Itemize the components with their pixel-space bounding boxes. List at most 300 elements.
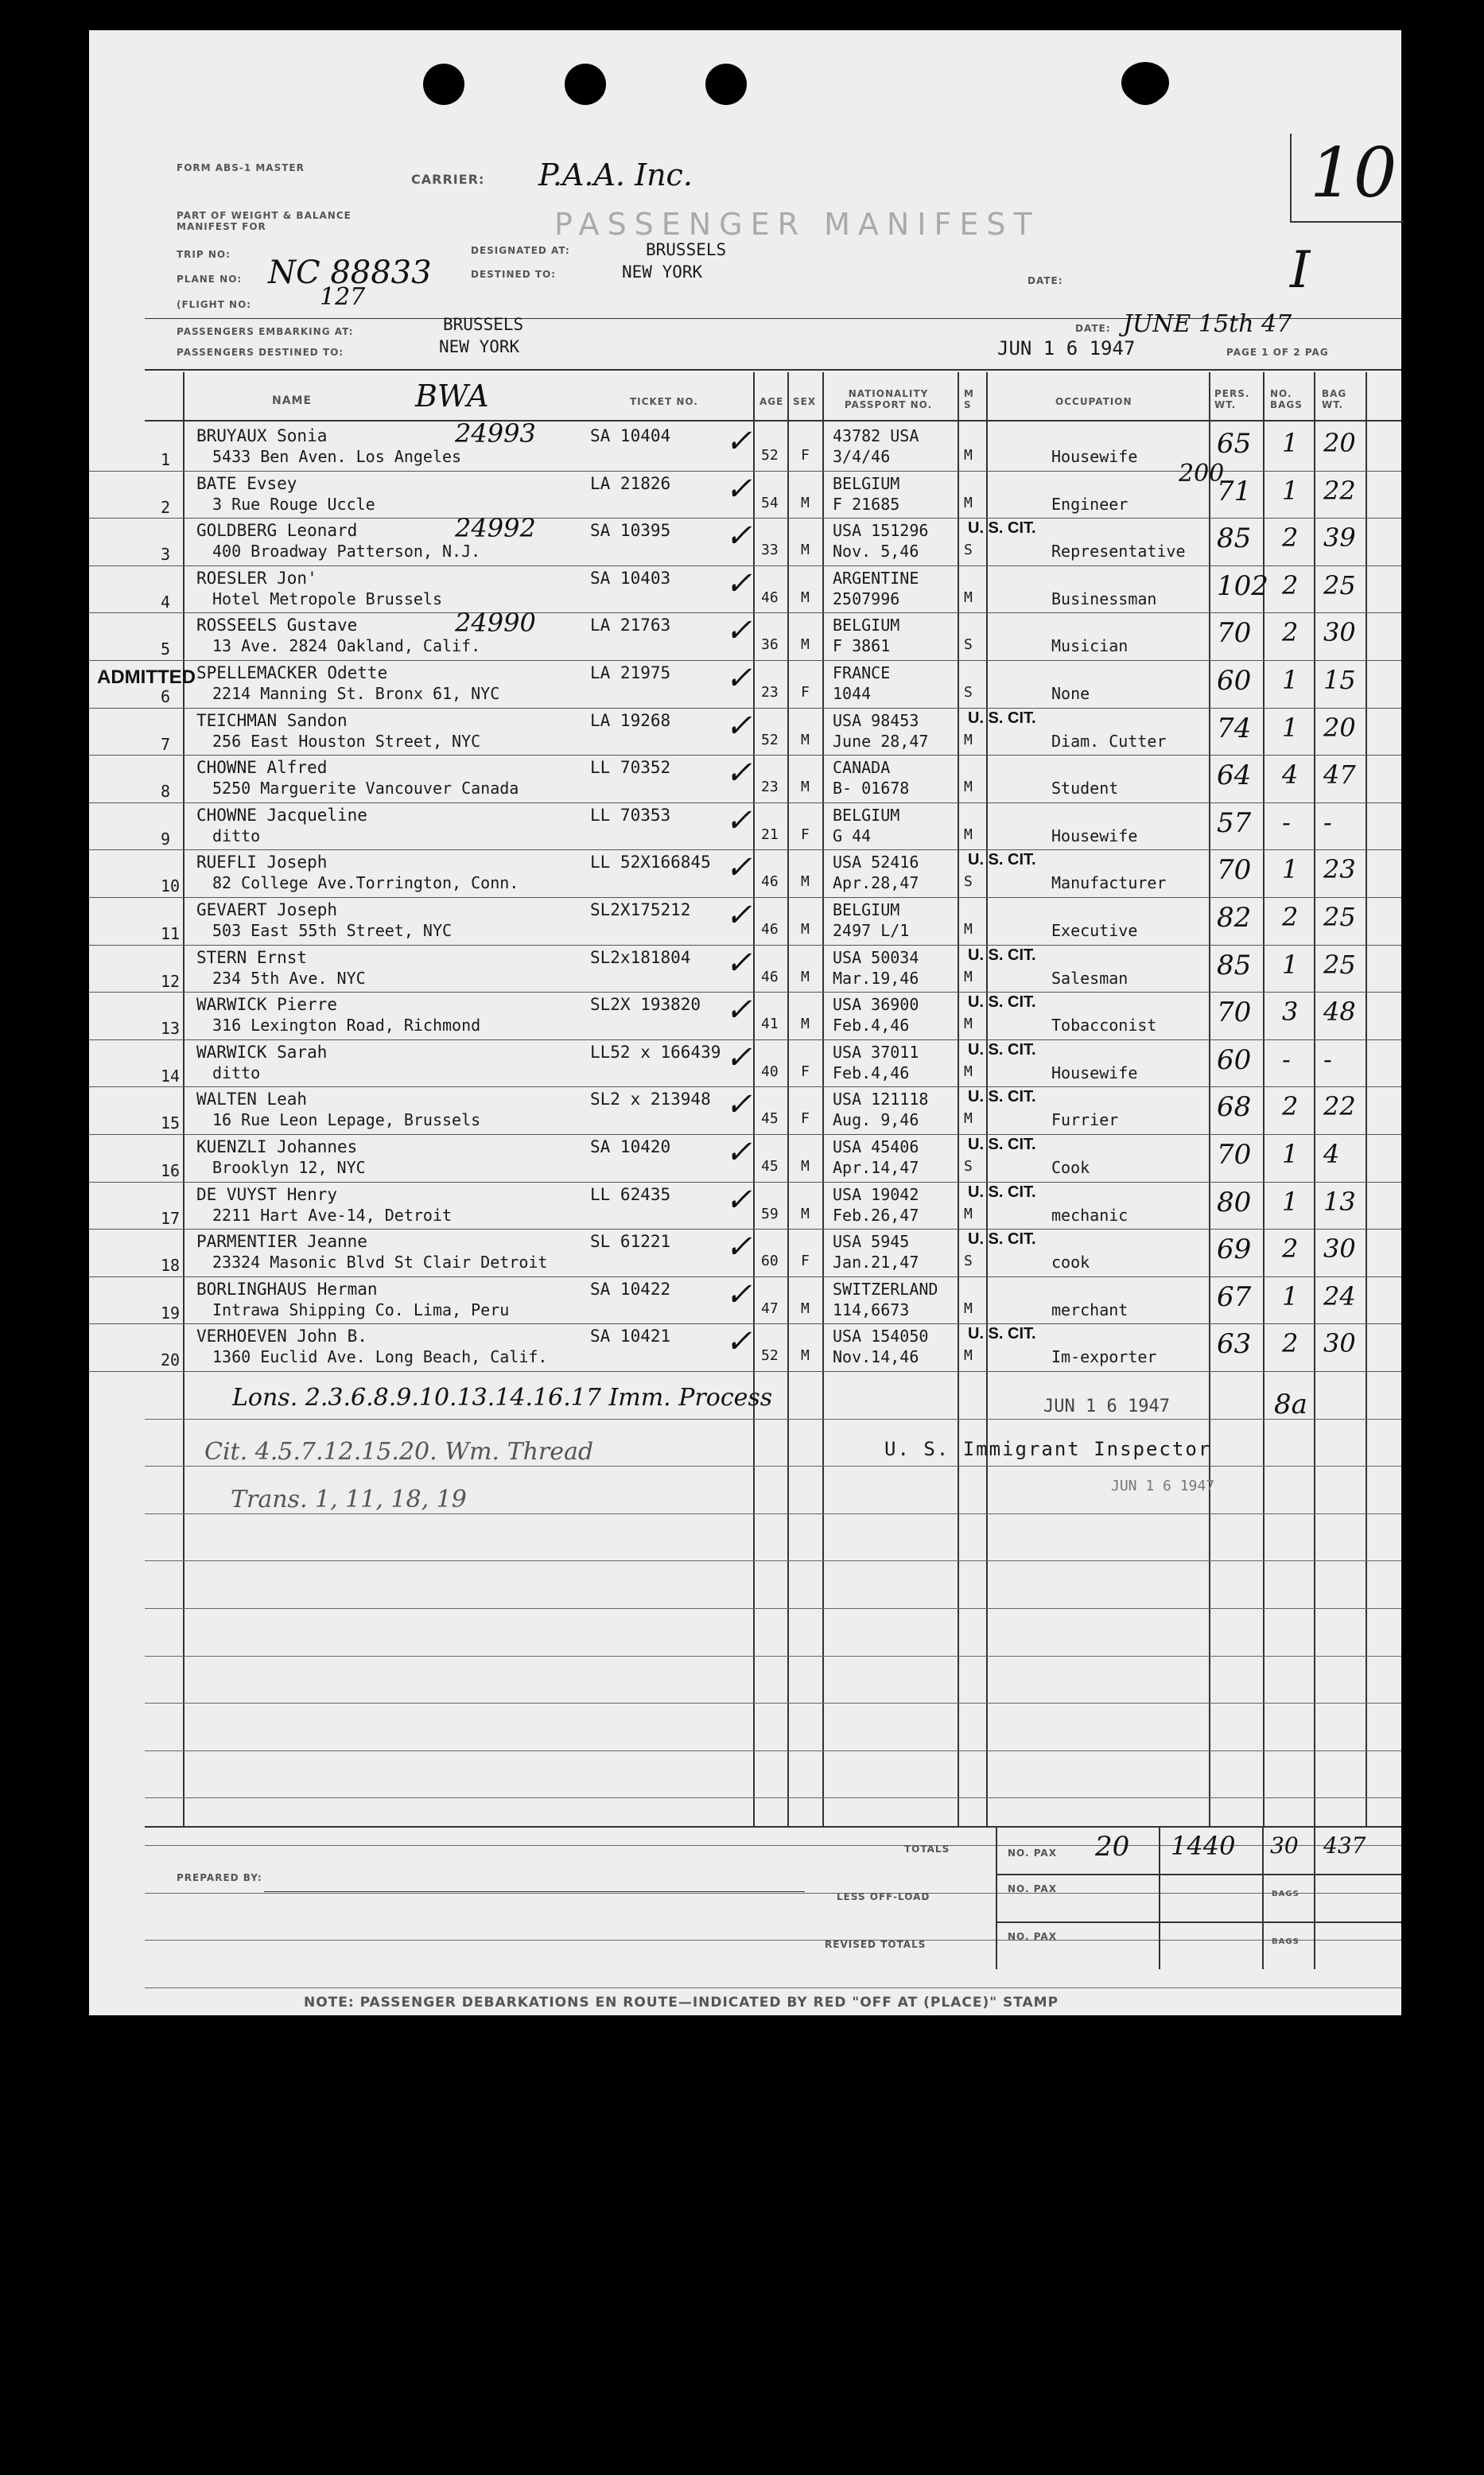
handwritten-note-2: Cit. 4.5.7.12.15.20. Wm. Thread <box>204 1438 594 1466</box>
bags-cell: 1 <box>1282 949 1299 980</box>
checkmark-icon: ✓ <box>725 707 752 744</box>
checkmark-icon: ✓ <box>725 612 752 650</box>
destined-value: NEW YORK <box>622 262 703 282</box>
nationality-line2: Apr.14,47 <box>833 1158 919 1177</box>
marital-status: M <box>964 1347 973 1365</box>
checkmark-icon: ✓ <box>725 565 752 602</box>
passenger-name: BORLINGHAUS Herman <box>196 1279 378 1299</box>
col-occupation: OCCUPATION <box>1055 396 1132 407</box>
no-pax-value: 20 <box>1095 1831 1130 1863</box>
punch-hole <box>565 64 606 105</box>
carrier-label: CARRIER: <box>411 172 485 187</box>
nationality-line1: BELGIUM <box>833 616 900 635</box>
passenger-address: 5433 Ben Aven. Los Angeles <box>212 447 462 466</box>
nationality-line2: Jan.21,47 <box>833 1253 919 1272</box>
ticket-number: SA 10395 <box>590 521 671 541</box>
bag-wt-cell: - <box>1323 806 1332 837</box>
nationality-line1: USA 37011 <box>833 1042 919 1062</box>
bwa-note: BWA <box>415 379 489 414</box>
handwritten-note-3: Trans. 1, 11, 18, 19 <box>231 1486 467 1513</box>
col-nationality: NATIONALITY PASSPORT NO. <box>844 388 933 410</box>
admitted-stamp: ADMITTED <box>97 666 196 688</box>
passenger-name: WARWICK Sarah <box>196 1042 328 1062</box>
occupation-cell: Businessman <box>1051 589 1157 608</box>
off-load-label: LESS OFF-LOAD <box>837 1891 930 1902</box>
checkmark-icon: ✓ <box>725 1323 752 1361</box>
us-citizen-stamp: U. S. CIT. <box>968 1040 1036 1059</box>
age-cell: 40 <box>761 1063 779 1080</box>
ticket-number: LA 21826 <box>590 473 671 493</box>
col-age: AGE <box>759 396 784 407</box>
handwritten-record-number: 24992 <box>455 513 536 544</box>
sex-cell: F <box>801 447 810 464</box>
occupation-cell: Housewife <box>1051 1063 1138 1082</box>
pers-wt-cell: 69 <box>1217 1234 1252 1266</box>
passenger-name: TEICHMAN Sandon <box>196 710 348 730</box>
sex-cell: F <box>801 684 810 701</box>
col-sex: SEX <box>793 396 817 407</box>
nationality-line2: 2497 L/1 <box>833 921 910 940</box>
pers-wt-cell: 64 <box>1217 760 1252 792</box>
nationality-line1: USA 19042 <box>833 1184 919 1204</box>
age-cell: 52 <box>761 447 779 464</box>
occupation-cell: Representative <box>1051 542 1186 561</box>
sex-cell: M <box>801 1347 810 1365</box>
passenger-name: GEVAERT Joseph <box>196 900 338 919</box>
marital-status: M <box>964 447 973 464</box>
nationality-line2: Mar.19,46 <box>833 968 919 988</box>
age-cell: 21 <box>761 826 779 843</box>
nationality-line2: Feb.4,46 <box>833 1063 910 1082</box>
sex-cell: M <box>801 921 810 938</box>
pers-wt-cell: 102 <box>1217 569 1268 602</box>
ruled-line <box>145 1987 1401 1988</box>
marital-status: M <box>964 1205 973 1222</box>
checkmark-icon: ✓ <box>725 423 752 460</box>
row-number: 3 <box>161 545 171 565</box>
table-row <box>89 802 1401 851</box>
designated-label: DESIGNATED AT: <box>471 245 570 256</box>
nationality-line2: Feb.4,46 <box>833 1016 910 1035</box>
row-number: 5 <box>161 639 171 659</box>
ticket-number: SA 10420 <box>590 1137 671 1156</box>
bag-wt-total: 437 <box>1323 1832 1366 1859</box>
age-cell: 52 <box>761 731 779 748</box>
age-cell: 23 <box>761 684 779 701</box>
nationality-line1: USA 151296 <box>833 521 929 541</box>
date-label-2: DATE: <box>1075 323 1111 334</box>
age-cell: 36 <box>761 636 779 654</box>
nationality-line1: USA 5945 <box>833 1232 910 1252</box>
inspector-stamp: U. S. Immigrant Inspector <box>884 1438 1212 1460</box>
occupation-cell: Diam. Cutter <box>1051 731 1167 751</box>
checkmark-icon: ✓ <box>725 897 752 934</box>
table-row <box>89 708 1401 756</box>
nationality-line2: G 44 <box>833 826 872 845</box>
bag-wt-cell: 39 <box>1323 523 1356 554</box>
pers-wt-cell: 60 <box>1217 1043 1252 1076</box>
passenger-address: 1360 Euclid Ave. Long Beach, Calif. <box>212 1347 548 1367</box>
row-number: 8 <box>161 782 171 802</box>
plane-label: PLANE NO: <box>177 274 243 285</box>
passenger-name: WARWICK Pierre <box>196 995 338 1015</box>
passenger-address: Brooklyn 12, NYC <box>212 1158 366 1177</box>
bag-wt-cell: 30 <box>1323 617 1356 648</box>
pers-wt-cell: 63 <box>1217 1328 1252 1361</box>
bags-label-2: BAGS <box>1272 1937 1299 1946</box>
marital-status: M <box>964 968 973 985</box>
passenger-address: 256 East Houston Street, NYC <box>212 731 481 751</box>
designated-value: BRUSSELS <box>646 240 727 259</box>
bags-cell: 2 <box>1282 1234 1299 1265</box>
nationality-line2: Nov. 5,46 <box>833 542 919 561</box>
us-citizen-stamp: U. S. CIT. <box>968 993 1036 1012</box>
handwritten-note-1: Lons. 2.3.6.8.9.10.13.14.16.17 Imm. Process <box>232 1384 773 1412</box>
marital-status: M <box>964 494 973 511</box>
sex-cell: M <box>801 873 810 891</box>
occupation-cell: Furrier <box>1051 1110 1119 1130</box>
checkmark-icon: ✓ <box>725 1276 752 1313</box>
passenger-name: SPELLEMACKER Odette <box>196 663 388 682</box>
checkmark-icon: ✓ <box>725 1181 752 1218</box>
embarking-label: PASSENGERS EMBARKING AT: <box>177 326 354 337</box>
pers-wt-cell: 70 <box>1217 854 1252 887</box>
nationality-line2: Apr.28,47 <box>833 873 919 893</box>
bag-wt-cell: 20 <box>1323 428 1356 458</box>
checkmark-icon: ✓ <box>725 470 752 507</box>
age-cell: 23 <box>761 779 779 796</box>
sex-cell: F <box>801 1110 810 1128</box>
table-row <box>89 513 1401 566</box>
age-cell: 45 <box>761 1158 779 1175</box>
bags-cell: 4 <box>1282 760 1299 791</box>
page-label: PAGE 1 OF 2 PAG <box>1226 347 1329 358</box>
bags-cell: 2 <box>1282 569 1299 600</box>
bag-wt-cell: - <box>1323 1043 1332 1074</box>
ruled-line <box>145 1466 1401 1467</box>
ruled-line <box>145 1797 1401 1798</box>
nationality-line2: 3/4/46 <box>833 447 891 466</box>
ruled-line <box>145 1656 1401 1657</box>
passenger-address: 400 Broadway Patterson, N.J. <box>212 542 481 561</box>
ticket-number: SA 10403 <box>590 568 671 588</box>
row-number: 1 <box>161 450 171 469</box>
date-value: JUNE 15th 47 <box>1123 310 1292 338</box>
checkmark-icon: ✓ <box>725 802 752 839</box>
ticket-number: LA 19268 <box>590 710 671 730</box>
row-number: 19 <box>161 1303 181 1323</box>
checkmark-icon: ✓ <box>725 755 752 792</box>
bags-cell: 1 <box>1282 1280 1299 1311</box>
pers-wt-cell: 71 <box>1217 475 1252 507</box>
passenger-name: WALTEN Leah <box>196 1090 308 1109</box>
col-pers-wt: PERS. WT. <box>1214 388 1250 410</box>
bag-wt-cell: 25 <box>1323 569 1356 600</box>
us-citizen-stamp: U. S. CIT. <box>968 851 1036 869</box>
nationality-line2: 114,6673 <box>833 1300 910 1319</box>
col-name: NAME <box>272 394 313 407</box>
nationality-line1: 43782 USA <box>833 426 919 445</box>
passenger-name: PARMENTIER Jeanne <box>196 1232 367 1252</box>
passenger-name: DE VUYST Henry <box>196 1184 338 1204</box>
pers-wt-cell: 60 <box>1217 665 1252 697</box>
table-row <box>89 1182 1401 1230</box>
table-row <box>89 1276 1401 1325</box>
pers-wt-cell: 68 <box>1217 1091 1252 1124</box>
bags-label: BAGS <box>1272 1890 1299 1898</box>
bags-cell: 2 <box>1282 1328 1299 1359</box>
occupation-cell: cook <box>1051 1253 1090 1272</box>
bags-cell: 3 <box>1282 997 1299 1028</box>
row-number: 6 <box>161 687 171 706</box>
date-label: DATE: <box>1028 275 1063 286</box>
prepared-by-label: PREPARED BY: <box>177 1872 262 1883</box>
part-of-weight-label: PART OF WEIGHT & BALANCE MANIFEST FOR <box>177 210 352 232</box>
bags-cell: 2 <box>1282 1091 1299 1122</box>
checkmark-icon: ✓ <box>725 1229 752 1266</box>
bag-wt-cell: 13 <box>1323 1186 1356 1217</box>
checkmark-icon: ✓ <box>725 849 752 887</box>
bags-cell: - <box>1282 1043 1291 1074</box>
passenger-name: VERHOEVEN John B. <box>196 1327 367 1346</box>
nationality-line1: USA 36900 <box>833 995 919 1015</box>
passenger-address: 503 East 55th Street, NYC <box>212 921 453 940</box>
bags-cell: 2 <box>1282 902 1299 932</box>
checkmark-icon: ✓ <box>725 1039 752 1076</box>
bag-wt-cell: 23 <box>1323 854 1356 885</box>
nationality-line1: BELGIUM <box>833 805 900 825</box>
col-ticket: TICKET NO. <box>630 396 698 407</box>
occupation-cell: Executive <box>1051 921 1138 940</box>
sex-cell: M <box>801 1205 810 1222</box>
sex-cell: M <box>801 542 810 559</box>
passenger-name: ROSSEELS Gustave <box>196 616 358 635</box>
ruled-line <box>145 1750 1401 1751</box>
no-pax-label-2: NO. PAX <box>1008 1883 1057 1894</box>
nationality-line1: USA 45406 <box>833 1137 919 1156</box>
destined-label: DESTINED TO: <box>471 269 557 280</box>
bag-wt-cell: 25 <box>1323 949 1356 980</box>
table-row <box>89 1039 1401 1088</box>
sex-cell: M <box>801 636 810 654</box>
marital-status: M <box>964 1016 973 1033</box>
passenger-name: ROESLER Jon' <box>196 568 317 588</box>
nationality-line2: 1044 <box>833 684 872 703</box>
handwritten-200: 200 <box>1179 460 1225 488</box>
marital-status: M <box>964 589 973 606</box>
occupation-cell: Student <box>1051 779 1119 798</box>
ruled-line <box>145 1560 1401 1561</box>
nationality-line2: Feb.26,47 <box>833 1205 919 1225</box>
occupation-cell: Housewife <box>1051 447 1138 466</box>
inspector-date-stamp: JUN 1 6 1947 <box>1111 1478 1215 1494</box>
row-number: 12 <box>161 971 181 991</box>
pers-wt-cell: 74 <box>1217 712 1252 744</box>
ticket-number: SL2X 193820 <box>590 995 701 1015</box>
table-row <box>89 849 1401 898</box>
sex-cell: M <box>801 1158 810 1175</box>
marital-status: M <box>964 1110 973 1128</box>
marital-status: M <box>964 1300 973 1317</box>
table-row <box>89 608 1401 661</box>
ticket-number: LL 70353 <box>590 805 671 825</box>
bags-cell: 1 <box>1282 428 1299 458</box>
pers-wt-cell: 80 <box>1217 1186 1252 1218</box>
table-row <box>89 1086 1401 1135</box>
ticket-number: LA 21975 <box>590 663 671 682</box>
marital-status: S <box>964 542 973 559</box>
table-row <box>89 660 1401 709</box>
manifest-sheet <box>89 30 1401 2015</box>
sex-cell: M <box>801 779 810 796</box>
age-cell: 52 <box>761 1347 779 1365</box>
passenger-address: 16 Rue Leon Lepage, Brussels <box>212 1110 481 1130</box>
us-citizen-stamp: U. S. CIT. <box>968 946 1036 964</box>
pers-wt-cell: 85 <box>1217 523 1252 555</box>
nationality-line2: Nov.14,46 <box>833 1347 919 1367</box>
bag-wt-cell: 30 <box>1323 1234 1356 1265</box>
nationality-line1: USA 98453 <box>833 710 919 730</box>
passenger-name: CHOWNE Jacqueline <box>196 805 367 825</box>
us-citizen-stamp: U. S. CIT. <box>968 1325 1036 1343</box>
occupation-cell: Manufacturer <box>1051 873 1167 893</box>
pers-wt-cell: 70 <box>1217 997 1252 1029</box>
nationality-line1: CANADA <box>833 758 891 778</box>
occupation-cell: Tobacconist <box>1051 1016 1157 1035</box>
row-number: 13 <box>161 1019 181 1039</box>
row-number: 18 <box>161 1256 181 1276</box>
table-row <box>89 1134 1401 1183</box>
pers-wt-cell: 82 <box>1217 902 1252 934</box>
flight-value: 127 <box>320 283 366 311</box>
sex-cell: M <box>801 731 810 748</box>
table-row <box>89 565 1401 614</box>
sex-cell: M <box>801 1016 810 1033</box>
trip-label: TRIP NO: <box>177 249 231 260</box>
passenger-address: 82 College Ave.Torrington, Conn. <box>212 873 519 893</box>
bags-cell: 1 <box>1282 1139 1299 1169</box>
sex-cell: M <box>801 1300 810 1317</box>
ruled-line <box>145 1703 1401 1704</box>
nationality-line1: BELGIUM <box>833 900 900 919</box>
totals-label: TOTALS <box>904 1844 950 1855</box>
date-stamp: JUN 1 6 1947 <box>997 337 1136 359</box>
table-row <box>89 1323 1401 1372</box>
nationality-line2: B- 01678 <box>833 779 910 798</box>
occupation-cell: None <box>1051 684 1090 703</box>
passenger-name: GOLDBERG Leonard <box>196 521 358 541</box>
bag-wt-cell: 4 <box>1323 1139 1340 1169</box>
sex-cell: F <box>801 1253 810 1270</box>
table-row <box>89 945 1401 993</box>
bags-cell: 1 <box>1282 854 1299 885</box>
sex-cell: F <box>801 1063 810 1080</box>
row-number: 4 <box>161 592 171 612</box>
pers-wt-cell: 85 <box>1217 949 1252 981</box>
ticket-number: LL 52X166845 <box>590 853 711 872</box>
passenger-address: 2211 Hart Ave-14, Detroit <box>212 1205 453 1225</box>
footer-note: NOTE: PASSENGER DEBARKATIONS EN ROUTE—INDICATED BY RED "OFF AT (PLACE)" STAMP <box>304 1995 1059 2011</box>
pers-wt-cell: 57 <box>1217 806 1252 839</box>
row-number: 16 <box>161 1161 181 1180</box>
marital-status: S <box>964 1158 973 1175</box>
nationality-line1: SWITZERLAND <box>833 1279 938 1299</box>
age-cell: 59 <box>761 1205 779 1222</box>
flight-label: (FLIGHT NO: <box>177 299 252 310</box>
passenger-address: 2214 Manning St. Bronx 61, NYC <box>212 684 500 703</box>
handwritten-8a: 8a <box>1274 1389 1307 1420</box>
pers-wt-cell: 67 <box>1217 1280 1252 1313</box>
bags-cell: 2 <box>1282 523 1299 554</box>
sex-cell: M <box>801 494 810 511</box>
bag-wt-cell: 24 <box>1323 1280 1356 1311</box>
age-cell: 46 <box>761 589 779 606</box>
row-number: 15 <box>161 1113 181 1133</box>
ticket-number: SL2x181804 <box>590 947 691 967</box>
no-pax-label-3: NO. PAX <box>1008 1931 1057 1942</box>
nationality-line1: FRANCE <box>833 663 891 682</box>
nationality-line1: USA 154050 <box>833 1327 929 1346</box>
passenger-address: 13 Ave. 2824 Oakland, Calif. <box>212 636 481 656</box>
nationality-line2: 2507996 <box>833 589 900 608</box>
passenger-name: KUENZLI Johannes <box>196 1137 358 1156</box>
checkmark-icon: ✓ <box>725 1086 752 1124</box>
ticket-number: SL 61221 <box>590 1232 671 1252</box>
bags-cell: 1 <box>1282 475 1299 506</box>
passenger-address: 3 Rue Rouge Uccle <box>212 494 375 514</box>
age-cell: 46 <box>761 921 779 938</box>
bags-cell: 2 <box>1282 617 1299 648</box>
roman-numeral: I <box>1290 241 1311 300</box>
marital-status: S <box>964 684 973 701</box>
passenger-name: BATE Evsey <box>196 473 297 493</box>
row-number: 7 <box>161 734 171 754</box>
nationality-line2: June 28,47 <box>833 731 929 751</box>
nationality-line1: USA 121118 <box>833 1090 929 1109</box>
checkmark-icon: ✓ <box>725 518 752 555</box>
us-citizen-stamp: U. S. CIT. <box>968 1230 1036 1249</box>
bag-wt-cell: 20 <box>1323 712 1356 743</box>
marital-status: M <box>964 826 973 843</box>
handwritten-record-number: 24993 <box>455 418 536 449</box>
handwritten-record-number: 24990 <box>455 608 536 639</box>
bag-wt-cell: 30 <box>1323 1328 1356 1359</box>
passenger-address: 5250 Marguerite Vancouver Canada <box>212 779 519 798</box>
nationality-line1: USA 50034 <box>833 947 919 967</box>
occupation-cell: mechanic <box>1051 1205 1129 1225</box>
nationality-line1: BELGIUM <box>833 473 900 493</box>
checkmark-icon: ✓ <box>725 1134 752 1171</box>
ticket-number: LL 70352 <box>590 758 671 778</box>
us-citizen-stamp: U. S. CIT. <box>968 1136 1036 1153</box>
bag-wt-cell: 15 <box>1323 665 1356 695</box>
ticket-number: SA 10421 <box>590 1327 671 1346</box>
occupation-cell: Im-exporter <box>1051 1347 1157 1367</box>
passenger-address: ditto <box>212 826 261 845</box>
ticket-number: SA 10404 <box>590 426 671 445</box>
occupation-cell: Engineer <box>1051 494 1129 514</box>
row-number: 14 <box>161 1066 181 1086</box>
bags-cell: - <box>1282 806 1291 837</box>
checkmark-icon: ✓ <box>725 660 752 697</box>
col-ms: M S <box>964 388 974 410</box>
passenger-address: Hotel Metropole Brussels <box>212 589 442 608</box>
marital-status: S <box>964 1253 973 1270</box>
pers-wt-cell: 70 <box>1217 617 1252 650</box>
nationality-line2: F 3861 <box>833 636 891 656</box>
nationality-line1: USA 52416 <box>833 853 919 872</box>
bag-wt-cell: 25 <box>1323 902 1356 932</box>
